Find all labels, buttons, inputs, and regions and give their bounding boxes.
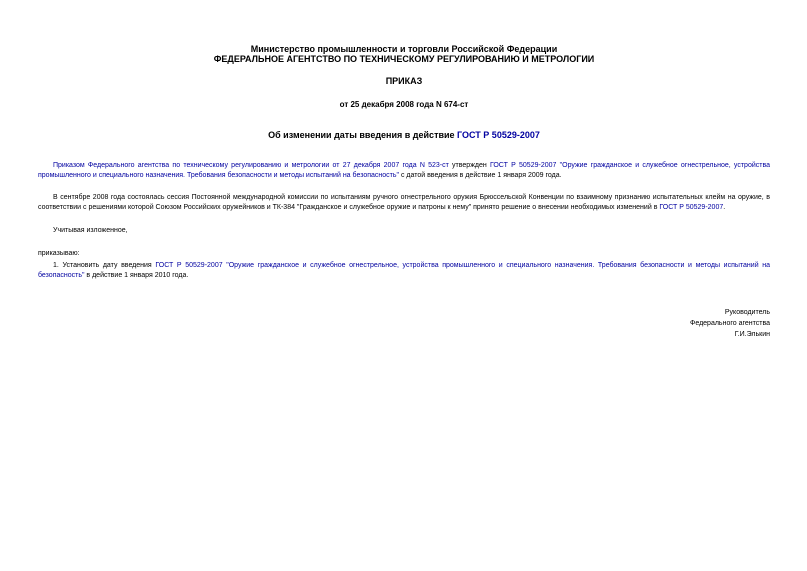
paragraph-2	[38, 193, 770, 213]
gost-link-2[interactable]: ГОСТ Р 50529-2007	[659, 204, 724, 211]
agency-name: ФЕДЕРАЛЬНОЕ АГЕНТСТВО ПО ТЕХНИЧЕСКОМУ РЕГУЛИРОВАНИЮ И МЕТРОЛОГИИ	[213, 54, 595, 64]
paragraph-3: Учитывая изложенное,	[53, 227, 128, 234]
paragraph-5	[38, 261, 770, 281]
signature-position: Руководитель	[724, 309, 770, 316]
signature-block	[690, 307, 770, 340]
paragraph-5-text-1: 1. Установить дату введения	[53, 262, 156, 269]
ministry-name: Министерство промышленности и торговли Российской Федерации	[250, 44, 558, 54]
subject-text: Об изменении даты введения в действие	[268, 130, 458, 140]
paragraph-2-text-2: .	[723, 204, 726, 211]
paragraph-4: приказываю:	[38, 250, 80, 257]
paragraph-1-text-1: утвержден	[448, 162, 490, 169]
document-page	[38, 44, 770, 338]
document-type: ПРИКАЗ	[385, 76, 423, 86]
paragraph-1	[38, 161, 770, 181]
subject-standard-link[interactable]: ГОСТ Р 50529-2007	[457, 130, 540, 140]
paragraph-1-text-3: с датой введения в действие 1 января 2009 года.	[399, 172, 562, 179]
gost-title-link-1[interactable]: "Оружие гражданское и служебное огнестрельное, устройства промышленного и специального назначения. Требования безопасности и методы испытаний на безопасность"	[38, 162, 770, 179]
signature-name: Г.И.Элькин	[734, 331, 770, 338]
document-date-number: от 25 декабря 2008 года N 674-ст	[339, 100, 469, 109]
document-subject	[38, 130, 770, 140]
gost-link-3[interactable]: ГОСТ Р 50529-2007	[155, 262, 223, 269]
paragraph-2-text-1: В сентябре 2008 года состоялась сессия Постоянной международной комиссии по испытаниям ручного огнестрельного оружия Брюссельской Конвенции по взаимному признанию испытательных клейм на оружие, в соответствии с решениями которой Союзом Российских оружейников и ТК-384 "Гражданское и служебное оружие и патроны к нему" принято решение о внесении необходимых изменений в	[38, 194, 770, 211]
document-body	[38, 161, 770, 281]
gost-title-link-2[interactable]: "Оружие гражданское и служебное огнестрельное, устройства промышленного и специального назначения. Требования безопасности и методы испытаний на безопасность"	[38, 262, 770, 279]
gost-link-1[interactable]: ГОСТ Р 50529-2007	[489, 162, 557, 169]
signature-organization: Федерального агентства	[690, 320, 770, 327]
paragraph-5-text-3: в действие 1 января 2010 года.	[84, 272, 189, 279]
order-523-link[interactable]: Приказом Федерального агентства по техническому регулированию и метрологии от 27 декабря 2007 года N 523-ст	[53, 162, 449, 169]
